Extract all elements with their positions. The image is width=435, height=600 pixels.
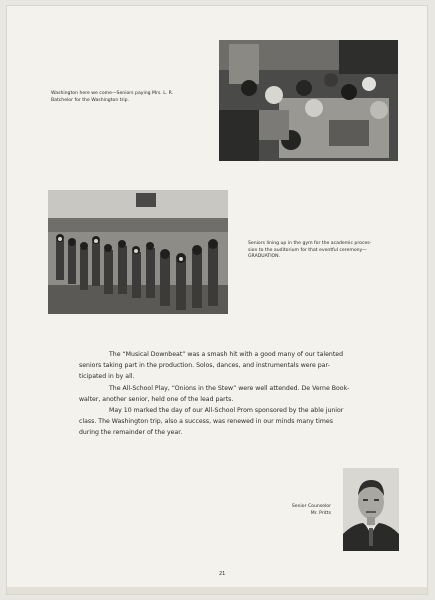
body-line: The All-School Play, “Onions in the Stew” were well attended. De Verne Book- (109, 384, 350, 392)
caption-line: Seniors lining up in the gym for the academic proces- (248, 241, 372, 246)
caption-line: sion to the auditorium for that eventful ceremony— (248, 247, 367, 253)
page-number: 21 (219, 571, 226, 577)
yearbook-page (7, 6, 427, 594)
body-line: The “Musical Downbeat” was a smash hit with a good many of our talented (109, 351, 343, 358)
body-line: ticipated in by all. (79, 373, 135, 381)
washington-caption (51, 91, 173, 104)
body-line: during the remainder of the year. (79, 429, 183, 437)
counselor-name: Mr. Pritts (310, 511, 331, 516)
gym-procession-photo (48, 190, 228, 314)
caption-line: GRADUATION. (248, 254, 281, 260)
counselor-caption (277, 503, 331, 517)
body-text (79, 349, 419, 439)
body-line: seniors taking part in the production. Solos, dances, and instrumentals were par- (79, 362, 330, 370)
body-line: walter, another senior, held one of the lead parts. (79, 395, 234, 403)
caption-line: Washington here we come—Seniors paying Mrs. L. R. (51, 91, 174, 96)
caption-line: Batchelor for the Washington trip. (51, 97, 130, 103)
graduation-caption (248, 241, 371, 261)
counselor-title: Senior Counselor (291, 504, 331, 509)
body-line: class. The Washington trip, also a success, was renewed in our minds many times (79, 418, 333, 426)
counselor-portrait-photo (343, 468, 399, 551)
body-line: May 10 marked the day of our All-School Prom sponsored by the able junior (109, 407, 344, 415)
washington-fundraiser-photo (219, 40, 398, 161)
